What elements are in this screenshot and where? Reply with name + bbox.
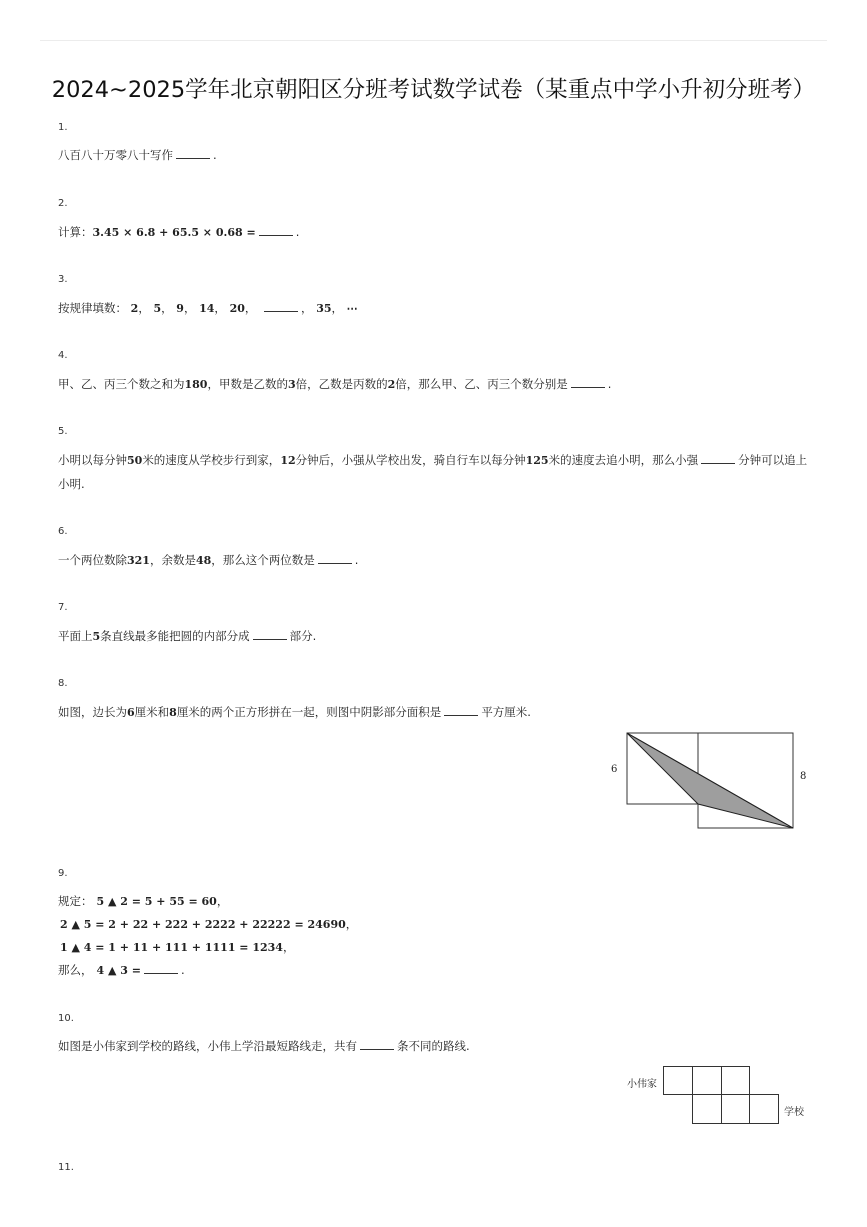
question-6-text: 一个两位数除321，余数是48，那么这个两位数是 . xyxy=(58,553,359,567)
question-7-text: 平面上5条直线最多能把圆的内部分成 部分. xyxy=(58,629,317,643)
question-8-text: 如图，边长为6厘米和8厘米的两个正方形拼在一起，则图中阴影部分面积是 平方厘米. xyxy=(58,705,531,719)
question-5-text: 小明以每分钟50米的速度从学校步行到家，12分钟后，小强从学校出发，骑自行车以每分钟125米的速度去追小明，那么小强 分钟可以追上 xyxy=(58,453,808,467)
question-number: 7. xyxy=(58,602,68,613)
question-number: 4. xyxy=(58,350,68,361)
question-4-text: 甲、乙、丙三个数之和为180，甲数是乙数的3倍，乙数是丙数的2倍，那么甲、乙、丙三个数分别是 . xyxy=(58,377,612,391)
page-title: 2024~2025学年北京朝阳区分班考试数学试卷（某重点中学小升初分班考） xyxy=(51,77,816,103)
question-number: 5. xyxy=(58,426,68,437)
question-3-text: 按规律填数： 2， 5， 9， 14， 20， ， 35， ⋯ xyxy=(58,301,358,315)
question-number: 3. xyxy=(58,274,68,285)
answer-blank[interactable] xyxy=(259,223,293,236)
small-side-label: 6 xyxy=(611,764,618,775)
question-number: 9. xyxy=(58,868,68,879)
question-number: 2. xyxy=(58,198,68,209)
end-label: 学校 xyxy=(784,1107,804,1118)
answer-blank[interactable] xyxy=(571,375,605,388)
question-number: 8. xyxy=(58,678,68,689)
answer-blank[interactable] xyxy=(444,703,478,716)
answer-blank[interactable] xyxy=(264,299,298,312)
large-side-label: 8 xyxy=(800,771,806,782)
squares-figure xyxy=(606,728,806,838)
start-label: 小伟家 xyxy=(627,1079,657,1090)
answer-blank[interactable] xyxy=(701,451,735,464)
answer-blank[interactable] xyxy=(318,551,352,564)
question-number: 10. xyxy=(58,1013,74,1024)
question-9-rule-2: 2 ▲ 5 = 2 + 22 + 222 + 2222 + 22222 = 24690， xyxy=(60,917,358,931)
top-divider xyxy=(40,40,827,41)
question-2-text: 计算：3.45 × 6.8 + 65.5 × 0.68 = . xyxy=(58,225,300,239)
question-number: 6. xyxy=(58,526,68,537)
question-9-ask: 那么， 4 ▲ 3 = . xyxy=(58,963,185,977)
question-9-rule-1: 规定： 5 ▲ 2 = 5 + 55 = 60， xyxy=(58,894,229,908)
question-number: 1. xyxy=(58,122,68,133)
answer-blank[interactable] xyxy=(176,146,210,159)
question-9-rule-3: 1 ▲ 4 = 1 + 11 + 111 + 1111 = 1234， xyxy=(60,940,295,954)
answer-blank[interactable] xyxy=(253,627,287,640)
answer-blank[interactable] xyxy=(360,1037,394,1050)
answer-blank[interactable] xyxy=(144,961,178,974)
question-number: 11. xyxy=(58,1162,74,1173)
route-grid xyxy=(663,1066,781,1130)
question-5-text-line2: 小明. xyxy=(58,477,85,491)
question-10-text: 如图是小伟家到学校的路线，小伟上学沿最短路线走，共有 条不同的路线. xyxy=(58,1039,470,1053)
question-1-text: 八百八十万零八十写作 . xyxy=(58,148,217,162)
